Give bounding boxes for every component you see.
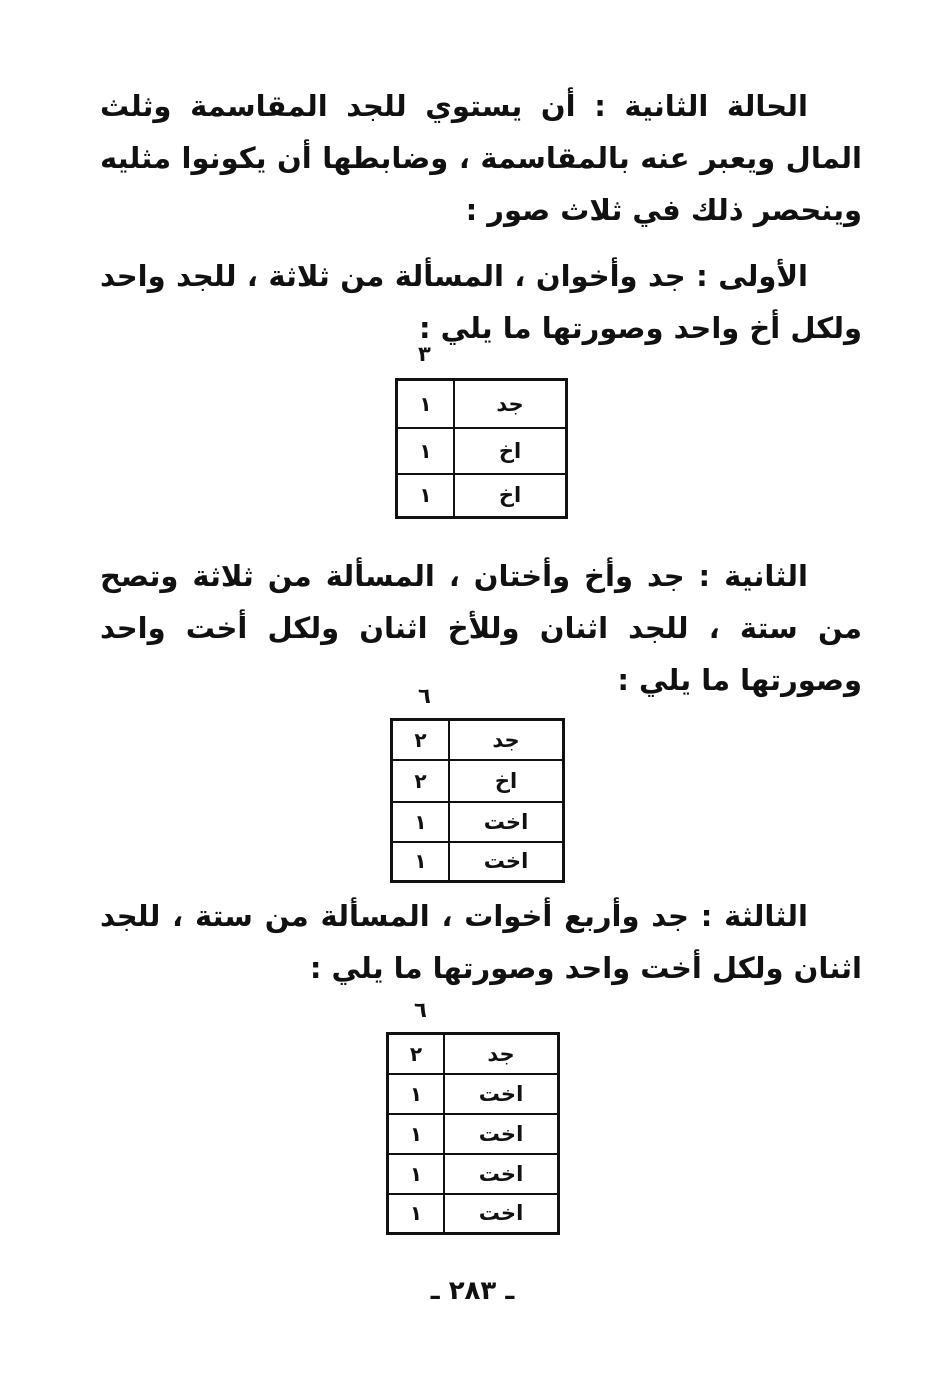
- heir-cell: اخت: [444, 1074, 559, 1114]
- heir-cell: جد: [444, 1034, 559, 1074]
- share-cell: ١: [388, 1154, 445, 1194]
- heir-cell: اخت: [449, 842, 564, 882]
- case-3-total: ٦: [414, 998, 427, 1022]
- share-cell: ٢: [388, 1034, 445, 1074]
- case-3-text: الثالثة : جد وأربع أخوات ، المسألة من ستة ، للجد اثنان ولكل أخت واحد وصورتها ما يلي :: [100, 899, 862, 985]
- heir-cell: جد: [454, 380, 567, 428]
- case-1-total: ٣: [418, 342, 431, 366]
- heir-cell: اخت: [444, 1194, 559, 1234]
- share-cell: ١: [392, 802, 450, 842]
- share-cell: ٢: [392, 760, 450, 802]
- case-2-paragraph: [100, 550, 862, 706]
- share-cell: ١: [388, 1114, 445, 1154]
- heir-cell: جد: [449, 720, 564, 760]
- table-row: [388, 1194, 559, 1234]
- heir-cell: اخ: [454, 428, 567, 474]
- page-number: ـ ٢٨٣ ـ: [430, 1276, 515, 1306]
- heir-cell: اخت: [449, 802, 564, 842]
- case-2-table: [390, 718, 565, 883]
- case-3-paragraph: [100, 890, 862, 994]
- case-3-table: [386, 1032, 560, 1235]
- share-cell: ١: [392, 842, 450, 882]
- heir-cell: اخ: [454, 474, 567, 518]
- table-row: [388, 1034, 559, 1074]
- share-cell: ١: [397, 474, 455, 518]
- heir-cell: اخت: [444, 1114, 559, 1154]
- case-1-paragraph: [100, 250, 862, 354]
- table-row: [392, 842, 564, 882]
- table-row: [397, 380, 567, 428]
- heir-cell: اخت: [444, 1154, 559, 1194]
- share-cell: ١: [397, 428, 455, 474]
- share-cell: ١: [397, 380, 455, 428]
- intro-text: الحالة الثانية : أن يستوي للجد المقاسمة وثلث المال ويعبر عنه بالمقاسمة ، وضابطها أن يكونوا مثليه وينحصر ذلك في ثلاث صور :: [100, 89, 862, 227]
- case-1-text: الأولى : جد وأخوان ، المسألة من ثلاثة ، للجد واحد ولكل أخ واحد وصورتها ما يلي :: [100, 259, 862, 345]
- share-cell: ١: [388, 1194, 445, 1234]
- share-cell: ٢: [392, 720, 450, 760]
- case-2-text: الثانية : جد وأخ وأختان ، المسألة من ثلاثة وتصح من ستة ، للجد اثنان وللأخ اثنان ولكل أخت واحد وصورتها ما يلي :: [100, 559, 862, 697]
- table-row: [388, 1114, 559, 1154]
- table-row: [388, 1154, 559, 1194]
- heir-cell: اخ: [449, 760, 564, 802]
- table-row: [392, 760, 564, 802]
- table-row: [392, 802, 564, 842]
- intro-paragraph: [100, 80, 862, 236]
- case-1-table: [395, 378, 568, 519]
- table-row: [397, 474, 567, 518]
- table-row: [397, 428, 567, 474]
- table-row: [388, 1074, 559, 1114]
- share-cell: ١: [388, 1074, 445, 1114]
- case-2-total: ٦: [418, 684, 431, 708]
- table-row: [392, 720, 564, 760]
